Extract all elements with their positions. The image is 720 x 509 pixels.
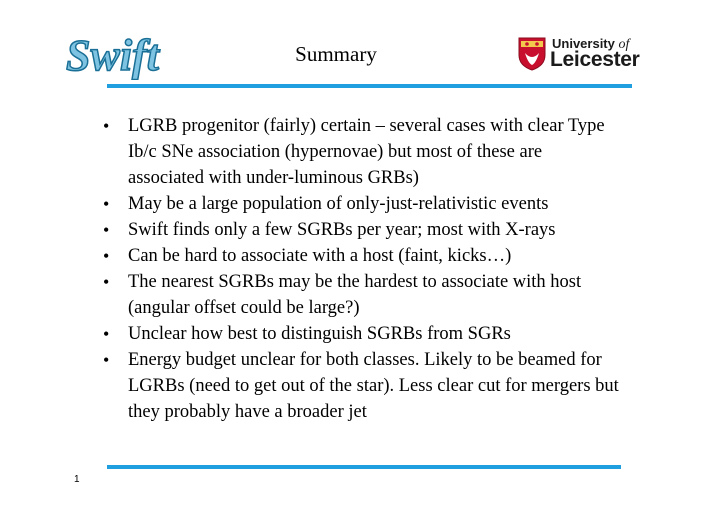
page-title: Summary (295, 42, 377, 66)
bullet-icon: • (103, 350, 110, 370)
swift-logo (64, 28, 176, 80)
bottom-divider (107, 465, 621, 469)
bullet-icon: • (103, 272, 110, 292)
list-item: • May be a large population of only-just-relativistic events (100, 191, 620, 217)
bullet-list (100, 113, 620, 425)
university-logo (518, 37, 648, 71)
page-number: 1 (74, 474, 80, 485)
list-item: • The nearest SGRBs may be the hardest to associate with host (angular offset could be large?) (100, 269, 620, 321)
top-divider (107, 84, 632, 88)
bullet-icon: • (103, 220, 110, 240)
shield-icon (518, 37, 546, 71)
bullet-icon: • (103, 324, 110, 344)
swift-logo-text: Swift (66, 31, 159, 80)
list-item: • Can be hard to associate with a host (faint, kicks…) (100, 243, 620, 269)
bullet-icon: • (103, 116, 110, 136)
university-name-line2: Leicester (550, 48, 640, 71)
swift-logo-graphic (64, 28, 176, 80)
list-item: • LGRB progenitor (fairly) certain – several cases with clear Type Ib/c SNe association (hypernovae) but most of these are associated with under-luminous GRBs) (100, 113, 620, 191)
bullet-icon: • (103, 194, 110, 214)
list-item: • Unclear how best to distinguish SGRBs from SGRs (100, 321, 620, 347)
list-item: • Swift finds only a few SGRBs per year; most with X-rays (100, 217, 620, 243)
bullet-icon: • (103, 246, 110, 266)
list-item: • Energy budget unclear for both classes. Likely to be beamed for LGRBs (need to get out of the star). Less clear cut for mergers but they probably have a broader jet (100, 347, 620, 425)
university-name-line1: University of (552, 36, 630, 52)
